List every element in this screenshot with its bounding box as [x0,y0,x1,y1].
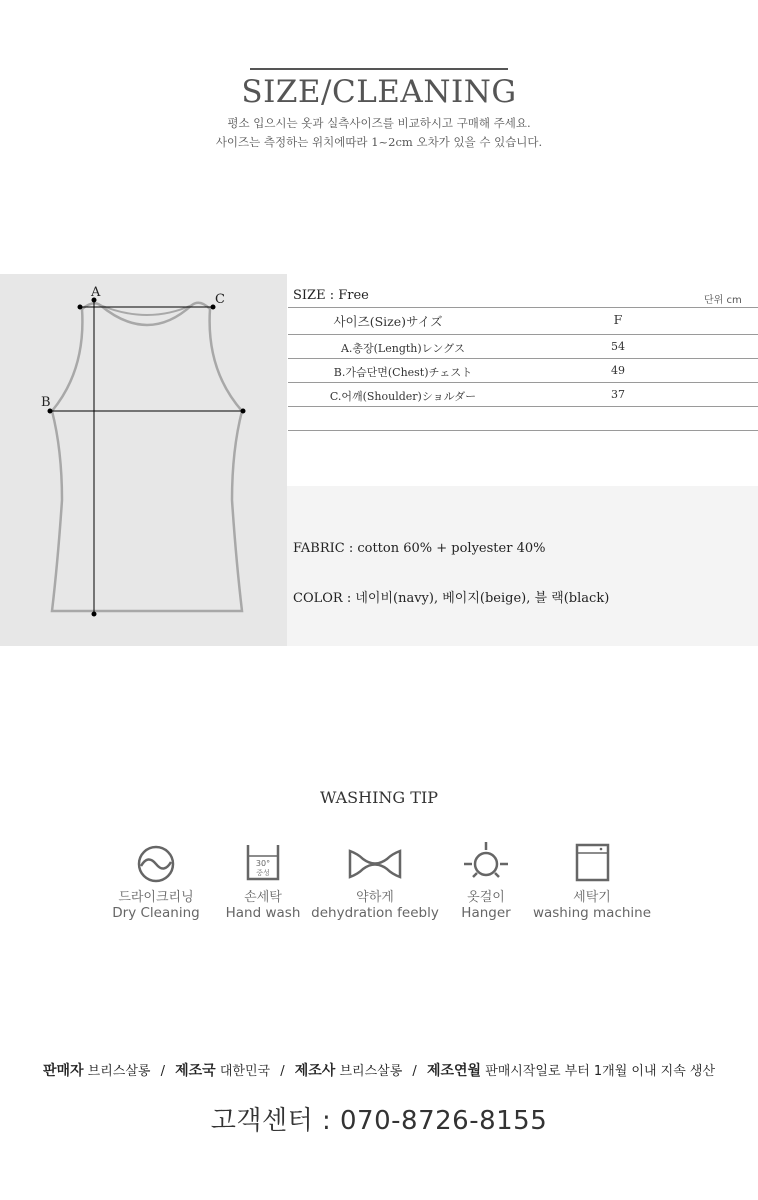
point-hem [92,612,97,617]
washing-machine-icon [517,842,667,886]
separator: / [160,1064,165,1079]
table-row-name: B.가슴단면(Chest)チェスト [333,366,473,379]
size-table-panel [287,274,758,486]
tub-detergent: 중성 [256,869,270,877]
header-note-2: 사이즈는 측정하는 위치에따라 1~2cm 오차가 있을 수 있습니다. [215,135,543,149]
washing-label-en: Dry Cleaning [112,905,200,921]
separator: / [280,1064,285,1079]
table-rule [288,406,758,407]
point-shoulder-left [78,305,83,310]
table-header-name: 사이즈(Size)サイズ [333,314,443,329]
garment-outline [52,303,242,611]
date-label: 제조연월 [426,1063,482,1079]
table-row-name: A.총장(Length)レングス [340,342,466,355]
unit-label: 단위 cm [704,295,742,306]
washing-tip-title: WASHING TIP [319,788,439,807]
label-b: B [41,395,51,410]
washing-label-ko: 손세탁 [244,890,282,905]
page-title: SIZE/CLEANING [241,74,517,110]
washing-label-ko: 세탁기 [573,890,611,905]
table-header-size: F [613,312,623,327]
washing-label-ko: 옷걸이 [467,890,505,905]
header-note-1: 평소 입으시는 옷과 실측사이즈를 비교하시고 구매해 주세요. [227,116,531,130]
table-rule [288,358,758,359]
label-c: C [215,292,225,307]
separator: / [412,1064,417,1079]
washing-label-en: Hand wash [225,905,301,921]
country-label: 제조국 [175,1063,216,1079]
table-row-value: 54 [611,340,625,353]
fabric-panel [287,486,758,646]
tank-top-diagram [0,274,287,646]
table-row-value: 37 [611,388,625,401]
customer-center [0,1100,758,1137]
washing-label-en: Hanger [461,905,511,921]
country-value: 대한민국 [219,1064,271,1079]
table-rule [288,307,758,308]
table-rule [288,382,758,383]
manufacturer-info [0,1060,758,1080]
seller-value: 브리스살롱 [87,1064,151,1079]
header-rule [250,68,508,70]
customer-center-phone: 070-8726-8155 [340,1106,548,1136]
date-value: 판매시작일로 부터 1개월 이내 지속 생산 [485,1064,716,1079]
table-rule [288,334,758,335]
table-rule [288,430,758,431]
point-chest-right [241,409,246,414]
washing-label-en: washing machine [532,905,652,921]
label-a: A [91,285,101,300]
seller-label: 판매자 [42,1063,84,1079]
tub-temperature: 30° [255,859,271,868]
washing-label-ko: 드라이크리닝 [118,890,194,905]
washing-label-en: dehydration feebly [311,905,439,921]
washing-label-ko: 약하게 [356,890,394,905]
table-row-value: 49 [611,364,625,377]
color-info: COLOR : 네이비(navy), 베이지(beige), 블 랙(black) [293,591,610,606]
size-label: SIZE : Free [293,288,369,303]
table-row-name: C.어깨(Shoulder)ショルダー [329,390,477,403]
washing-item-washing-machine [517,842,667,921]
fabric-info: FABRIC : cotton 60% + polyester 40% [293,541,546,556]
maker-value: 브리스살롱 [339,1064,403,1079]
maker-label: 제조사 [294,1063,336,1079]
customer-center-label: 고객센터 : [210,1106,332,1136]
